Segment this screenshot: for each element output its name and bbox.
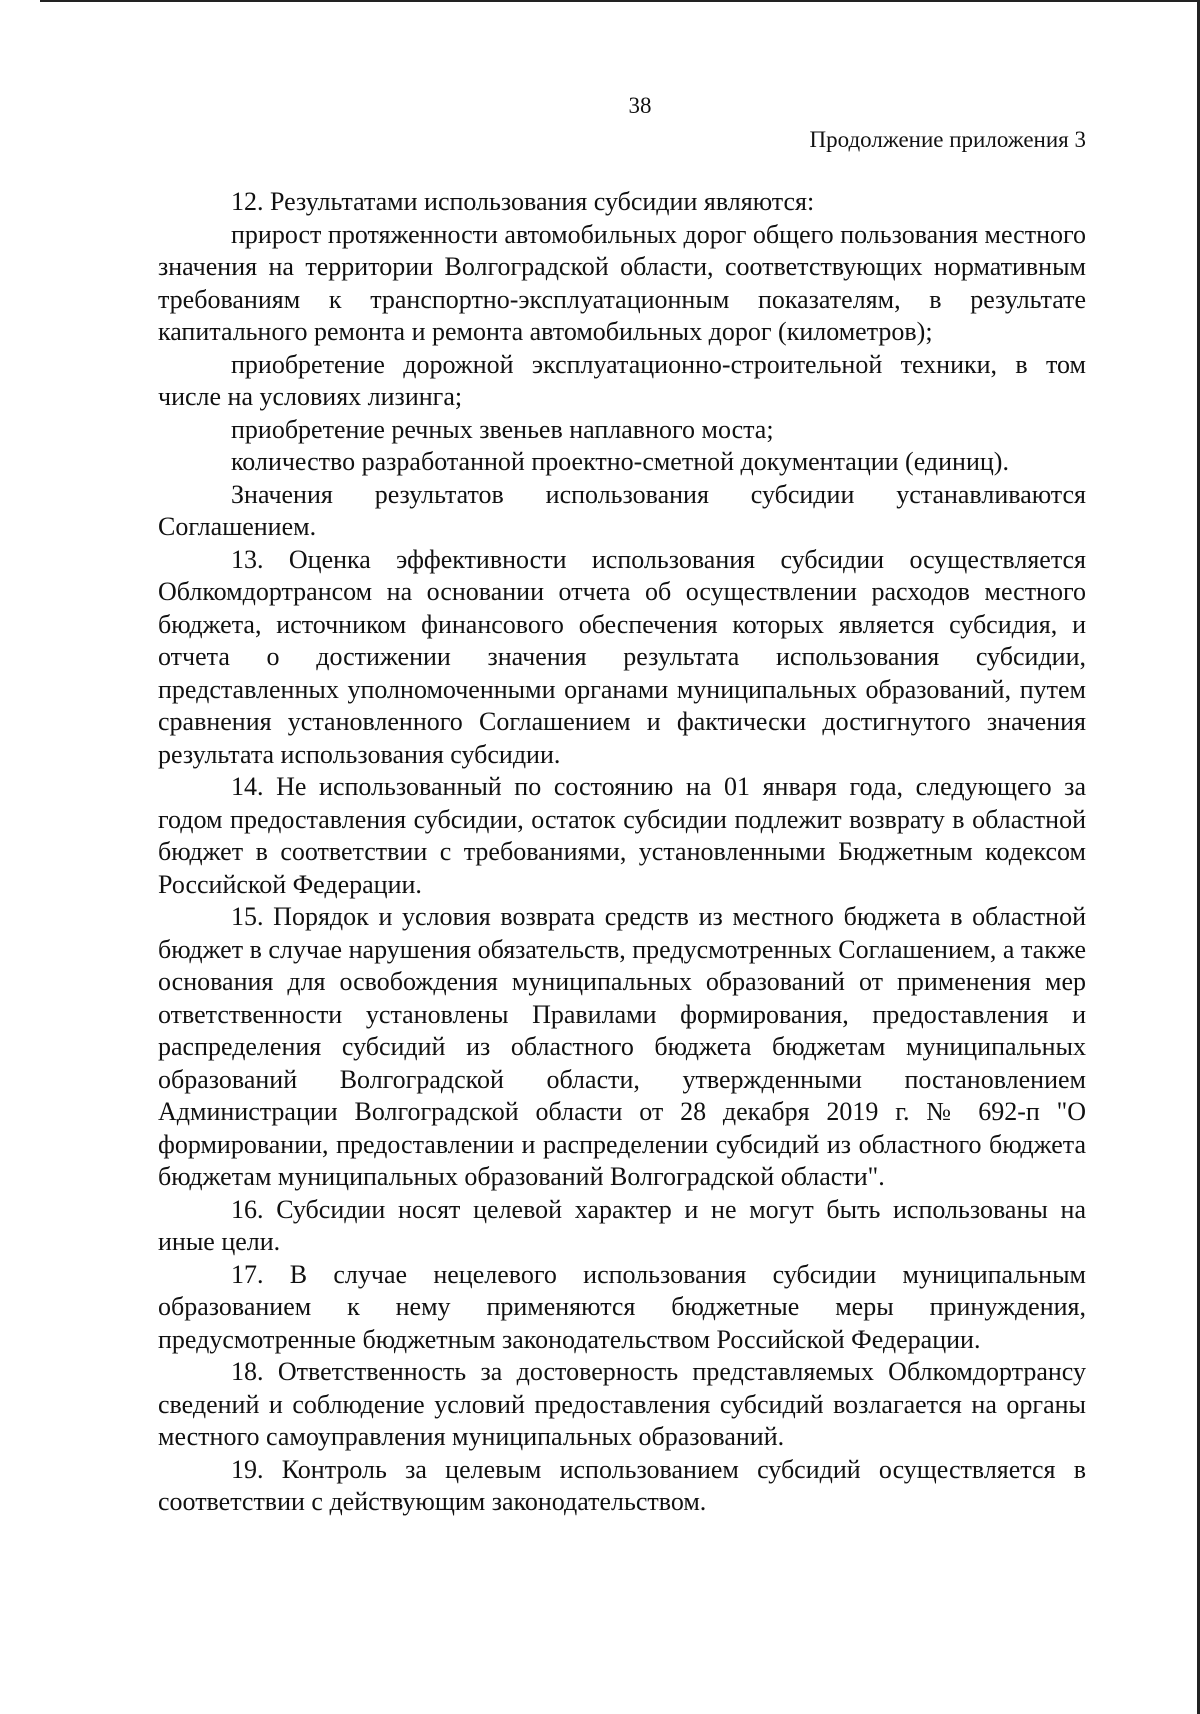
paragraph-13: 13. Оценка эффективности использования субсидии осуществляется Облкомдортрансом на основании отчета об осуществлении расходов местного бюджета, источником финансового обеспечения которых является субсидия, и отчета о достижении значения результата использования субсидии, представленных уполномоченными органами муниципальных образований, путем сравнения установленного Соглашением и фактически достигнутого значения результата использования субсидии. <box>158 544 1086 769</box>
paragraph-14: 14. Не использованный по состоянию на 01 января года, следующего за годом предоставления субсидии, остаток субсидии подлежит возврату в областной бюджет в соответствии с требованиями, установленными Бюджетным кодексом Российской Федерации. <box>158 772 1086 899</box>
paragraph-17: 17. В случае нецелевого использования субсидии муниципальным образованием к нему применяются бюджетные меры принуждения, предусмотренные бюджетным законодательством Российской Федерации. <box>158 1259 1086 1354</box>
paragraph-12-result-bridge: приобретение речных звеньев наплавного моста; <box>231 414 774 444</box>
document-page <box>158 90 1086 1519</box>
paragraph-12-result-machinery: приобретение дорожной эксплуатационно-строительной техники, в том числе на условиях лизинга; <box>158 349 1086 411</box>
scan-edge-top <box>40 0 1200 2</box>
paragraph-12-result-roads: прирост протяженности автомобильных дорог общего пользования местного значения на территории Волгоградской области, соответствующих нормативным требованиям к транспортно-эксплуатационным показателям, в результате капитального ремонта и ремонта автомобильных дорог (километров); <box>158 219 1086 346</box>
page-number: 38 <box>628 93 652 118</box>
paragraph-15: 15. Порядок и условия возврата средств из местного бюджета в областной бюджет в случае нарушения обязательств, предусмотренных Соглашением, а также основания для освобождения муниципальных образований от применения мер ответственности установлены Правилами формирования, предоставления и распределения субсидий из областного бюджета бюджетам муниципальных образований Волгоградской области, утвержденными постановлением Администрации Волгоградской области от 28 декабря 2019 г. № 692-п "О формировании, предоставлении и распределении субсидий из областного бюджета бюджетам муниципальных образований Волгоградской области". <box>158 902 1086 1191</box>
document-body <box>158 186 1086 1519</box>
paragraph-16: 16. Субсидии носят целевой характер и не могут быть использованы на иные цели. <box>158 1194 1086 1256</box>
paragraph-12-heading: 12. Результатами использования субсидии являются: <box>231 187 815 216</box>
paragraph-12-values: Значения результатов использования субсидии устанавливаются Соглашением. <box>158 479 1086 541</box>
appendix-continuation-note: Продолжение приложения 3 <box>809 127 1086 152</box>
paragraph-18: 18. Ответственность за достоверность представляемых Облкомдортрансу сведений и соблюдение условий предоставления субсидий возлагается на органы местного самоуправления муниципальных образований. <box>158 1357 1086 1451</box>
paragraph-12-result-documentation: количество разработанной проектно-сметной документации (единиц). <box>231 447 1009 476</box>
paragraph-19: 19. Контроль за целевым использованием субсидий осуществляется в соответствии с действующим законодательством. <box>158 1454 1086 1516</box>
